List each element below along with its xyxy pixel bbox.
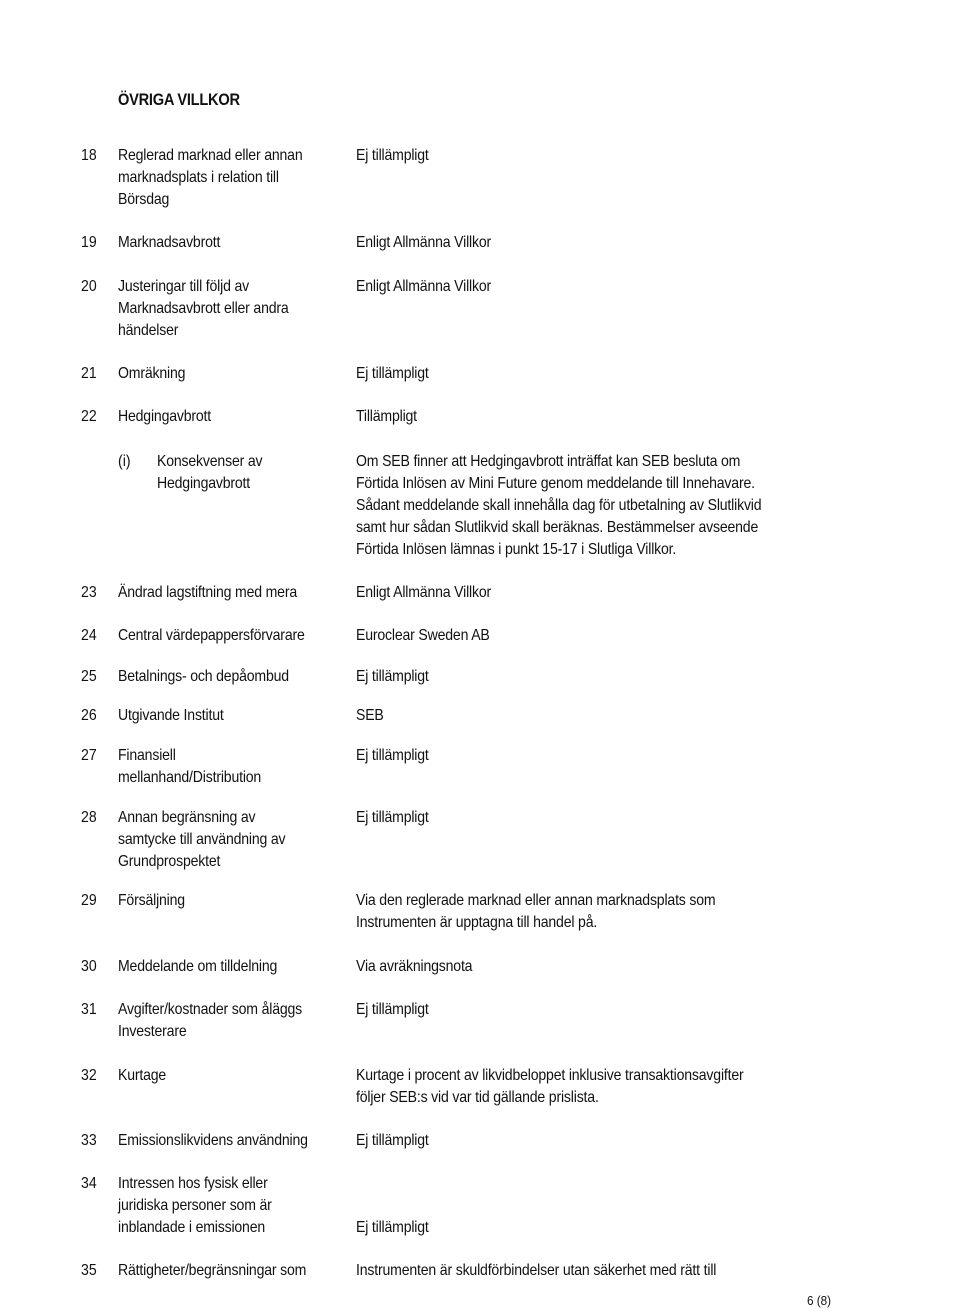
term-number: 28 xyxy=(81,809,97,826)
term-value: Euroclear Sweden AB xyxy=(356,627,490,644)
term-number: 24 xyxy=(81,627,97,644)
term-value: Ej tillämpligt xyxy=(356,809,429,826)
term-number: 23 xyxy=(81,584,97,601)
term-label: Intressen hos fysisk eller juridiska personer som är inblandade i emissionen xyxy=(118,1175,272,1236)
term-label: Ändrad lagstiftning med mera xyxy=(118,584,297,601)
term-value: Ej tillämpligt xyxy=(356,365,429,382)
term-value: Tillämpligt xyxy=(356,408,417,425)
term-label: Försäljning xyxy=(118,892,185,909)
term-label: Justeringar till följd av Marknadsavbrott eller andra händelser xyxy=(118,278,289,339)
term-label: Annan begränsning av samtycke till användning av Grundprospektet xyxy=(118,809,286,870)
term-value: Via den reglerade marknad eller annan marknadsplats som Instrumenten är upptagna till handel på. xyxy=(356,892,716,931)
term-value: Ej tillämpligt xyxy=(356,1132,429,1149)
term-value: Ej tillämpligt xyxy=(356,747,429,764)
term-label: Finansiell mellanhand/Distribution xyxy=(118,747,262,786)
term-value: Enligt Allmänna Villkor xyxy=(356,584,492,601)
term-label: Reglerad marknad eller annan marknadsplats i relation till Börsdag xyxy=(118,147,303,208)
term-label: Kurtage xyxy=(118,1067,167,1084)
subterm-label: Konsekvenser av Hedgingavbrott xyxy=(157,453,263,492)
term-label: Avgifter/kostnader som åläggs Investerare xyxy=(118,1001,303,1040)
term-value: Ej tillämpligt xyxy=(356,1219,429,1236)
term-label: Rättigheter/begränsningar som xyxy=(118,1262,307,1279)
term-number: 20 xyxy=(81,278,97,295)
term-value: Via avräkningsnota xyxy=(356,958,473,975)
term-number: 22 xyxy=(81,408,97,425)
term-value: Instrumenten är skuldförbindelser utan säkerhet med rätt till xyxy=(356,1262,717,1279)
term-label: Emissionslikvidens användning xyxy=(118,1132,308,1149)
term-value: Kurtage i procent av likvidbeloppet inklusive transaktionsavgifter följer SEB:s vid var tid gällande prislista. xyxy=(356,1067,744,1106)
term-value: Ej tillämpligt xyxy=(356,147,429,164)
term-number: 26 xyxy=(81,707,97,724)
term-number: 27 xyxy=(81,747,97,764)
term-label: Utgivande Institut xyxy=(118,707,224,724)
subterm-value: Om SEB finner att Hedgingavbrott inträffat kan SEB besluta om Förtida Inlösen av Mini Future genom meddelande till Innehavare. Sådant meddelande skall innehålla dag för utbetalning av Slutlikvid samt hur sådan Slutlikvid skall beräknas. Bestämmelser avseende Förtida Inlösen lämnas i punkt 15-17 i Slutliga Villkor. xyxy=(356,453,762,558)
term-number: 19 xyxy=(81,234,97,251)
term-number: 25 xyxy=(81,668,97,685)
term-label: Hedgingavbrott xyxy=(118,408,212,425)
term-value: SEB xyxy=(356,707,384,724)
term-value: Enligt Allmänna Villkor xyxy=(356,234,492,251)
term-label: Omräkning xyxy=(118,365,186,382)
term-label: Betalnings- och depåombud xyxy=(118,668,289,685)
term-value: Ej tillämpligt xyxy=(356,1001,429,1018)
term-number: 33 xyxy=(81,1132,97,1149)
term-number: 21 xyxy=(81,365,97,382)
term-number: 34 xyxy=(81,1175,97,1192)
term-value: Enligt Allmänna Villkor xyxy=(356,278,492,295)
term-number: 18 xyxy=(81,147,97,164)
term-value: Ej tillämpligt xyxy=(356,668,429,685)
section-heading: ÖVRIGA VILLKOR xyxy=(118,90,240,109)
term-label: Central värdepappersförvarare xyxy=(118,627,305,644)
page-number: 6 (8) xyxy=(807,1293,832,1308)
term-number: 30 xyxy=(81,958,97,975)
term-number: 35 xyxy=(81,1262,97,1279)
term-label: Marknadsavbrott xyxy=(118,234,221,251)
term-label: Meddelande om tilldelning xyxy=(118,958,278,975)
term-number: 32 xyxy=(81,1067,97,1084)
subterm-number: (i) xyxy=(118,453,131,470)
term-number: 29 xyxy=(81,892,97,909)
term-number: 31 xyxy=(81,1001,97,1018)
